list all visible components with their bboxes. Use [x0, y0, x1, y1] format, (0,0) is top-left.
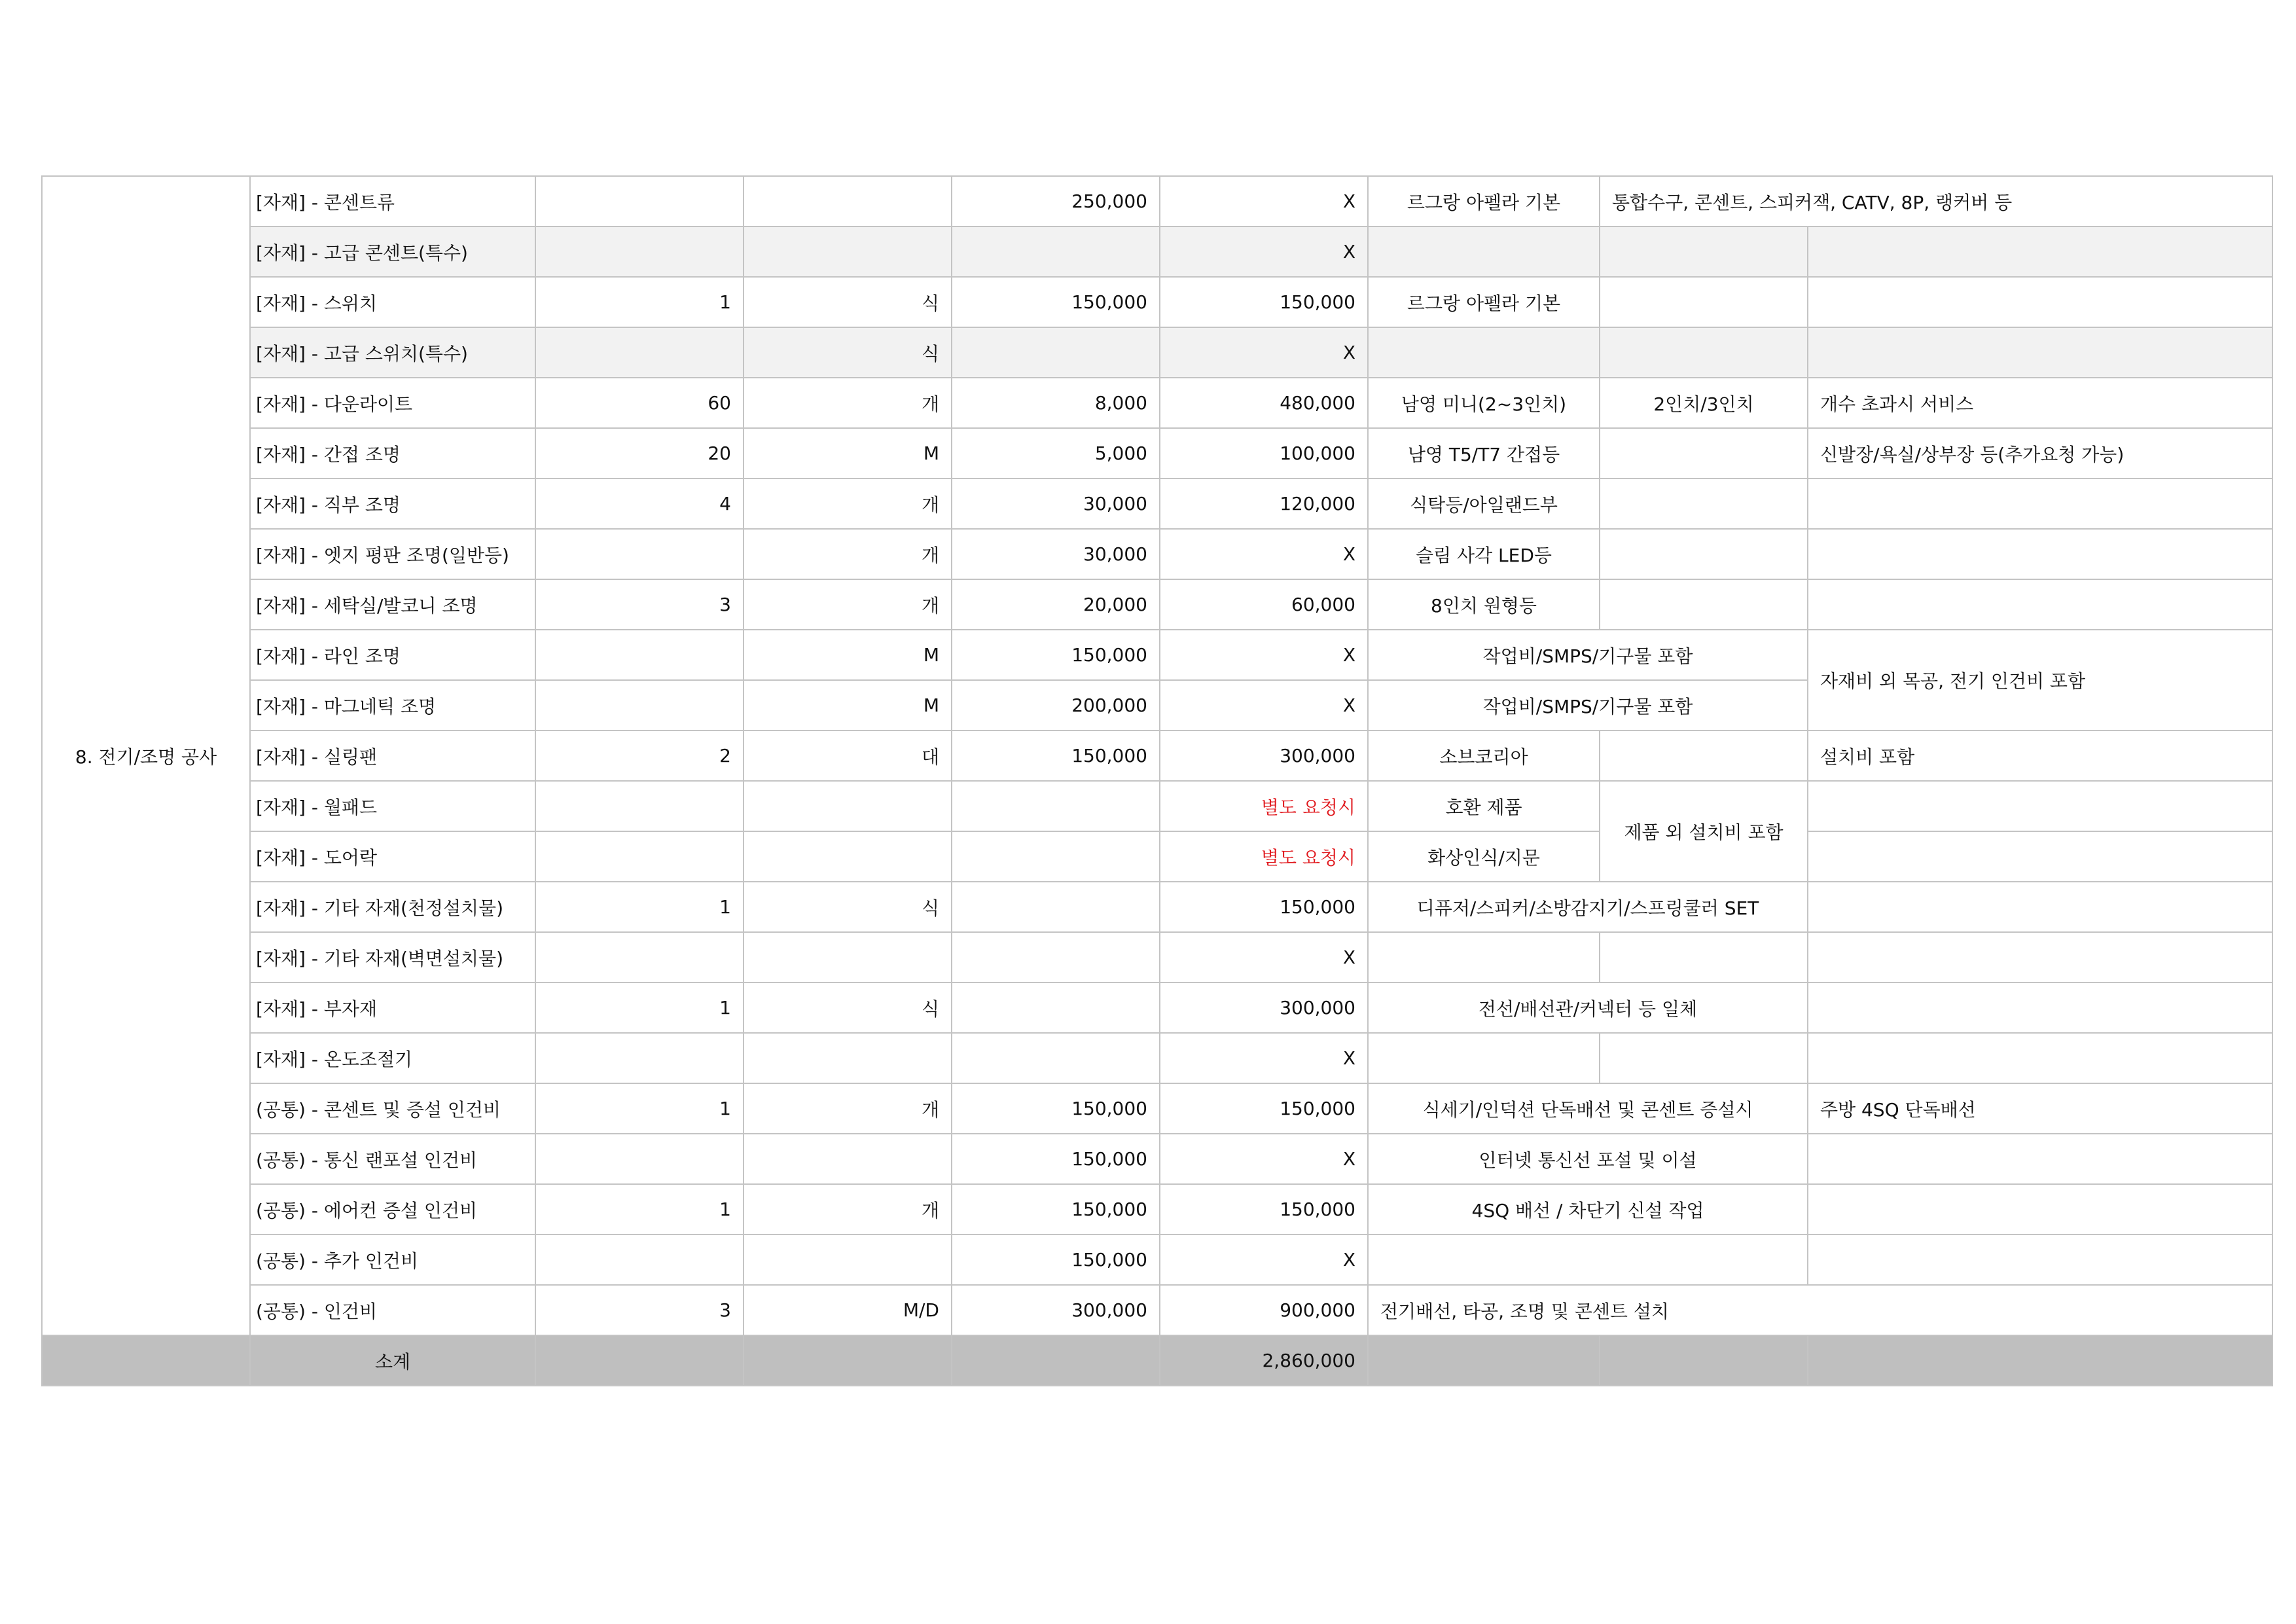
- note-cell: [1808, 277, 2272, 327]
- unit-price-cell: 150,000: [952, 277, 1160, 327]
- unit-price-cell: [952, 226, 1160, 277]
- spec-cell: 식세기/인덕션 단독배선 및 콘센트 증설시: [1368, 1083, 1808, 1134]
- amount-cell: X: [1160, 680, 1368, 731]
- unit-price-cell: [952, 831, 1160, 882]
- note-cell: 개수 초과시 서비스: [1808, 378, 2272, 428]
- table-row: [42, 1083, 2272, 1134]
- detail-cell: [1600, 731, 1808, 781]
- spec-cell: [1368, 932, 1600, 983]
- empty-cell: [744, 1335, 952, 1386]
- note-cell: [1808, 1134, 2272, 1184]
- table-row: [42, 428, 2272, 478]
- item-name: [자재] - 라인 조명: [250, 630, 535, 680]
- note-cell: [1808, 781, 2272, 831]
- unit-price-cell: [952, 983, 1160, 1033]
- amount-cell: X: [1160, 226, 1368, 277]
- amount-cell: X: [1160, 630, 1368, 680]
- quantity-cell: [535, 1134, 744, 1184]
- detail-cell: [1600, 327, 1808, 378]
- unit-cell: 개: [744, 1083, 952, 1134]
- unit-cell: 개: [744, 579, 952, 630]
- note-cell: 통합수구, 콘센트, 스피커잭, CATV, 8P, 랭커버 등: [1600, 176, 2272, 226]
- quantity-cell: 1: [535, 1083, 744, 1134]
- unit-cell: 개: [744, 529, 952, 579]
- spec-cell: [1368, 1033, 1600, 1083]
- unit-cell: 식: [744, 327, 952, 378]
- unit-cell: M: [744, 428, 952, 478]
- item-name: [자재] - 도어락: [250, 831, 535, 882]
- item-name: (공통) - 에어컨 증설 인건비: [250, 1184, 535, 1235]
- table-row: [42, 478, 2272, 529]
- amount-cell: X: [1160, 529, 1368, 579]
- detail-cell: [1600, 478, 1808, 529]
- spec-cell: 작업비/SMPS/기구물 포함: [1368, 630, 1808, 680]
- spec-cell: 남영 미니(2~3인치): [1368, 378, 1600, 428]
- unit-cell: M: [744, 630, 952, 680]
- detail-cell: [1600, 1033, 1808, 1083]
- section-title: 8. 전기/조명 공사: [42, 176, 250, 1335]
- detail-cell: [1600, 579, 1808, 630]
- spec-cell: 식탁등/아일랜드부: [1368, 478, 1600, 529]
- estimate-table: [41, 175, 2273, 1386]
- unit-price-cell: 300,000: [952, 1285, 1160, 1335]
- unit-cell: 개: [744, 1184, 952, 1235]
- amount-cell: 150,000: [1160, 1083, 1368, 1134]
- unit-price-cell: [952, 1033, 1160, 1083]
- unit-cell: 대: [744, 731, 952, 781]
- item-name: (공통) - 추가 인건비: [250, 1235, 535, 1285]
- empty-cell: [1368, 1335, 1600, 1386]
- unit-cell: 개: [744, 378, 952, 428]
- amount-cell: 300,000: [1160, 731, 1368, 781]
- unit-cell: [744, 1033, 952, 1083]
- item-name: (공통) - 콘센트 및 증설 인건비: [250, 1083, 535, 1134]
- amount-cell: 60,000: [1160, 579, 1368, 630]
- amount-cell: 150,000: [1160, 882, 1368, 932]
- item-name: [자재] - 직부 조명: [250, 478, 535, 529]
- spec-cell: 슬림 사각 LED등: [1368, 529, 1600, 579]
- spec-cell: 소브코리아: [1368, 731, 1600, 781]
- spec-cell: 인터넷 통신선 포설 및 이설: [1368, 1134, 1808, 1184]
- note-cell: [1808, 983, 2272, 1033]
- spec-cell: 8인치 원형등: [1368, 579, 1600, 630]
- unit-price-cell: 150,000: [952, 1134, 1160, 1184]
- item-name: [자재] - 기타 자재(천정설치물): [250, 882, 535, 932]
- note-cell: [1808, 1033, 2272, 1083]
- unit-cell: [744, 1235, 952, 1285]
- item-name: [자재] - 실링팬: [250, 731, 535, 781]
- table-row: [42, 983, 2272, 1033]
- note-cell: 주방 4SQ 단독배선: [1808, 1083, 2272, 1134]
- note-cell: [1808, 1184, 2272, 1235]
- subtotal-row: [42, 1335, 2272, 1386]
- amount-cell: X: [1160, 327, 1368, 378]
- unit-cell: [744, 1134, 952, 1184]
- unit-price-cell: 5,000: [952, 428, 1160, 478]
- unit-price-cell: [952, 882, 1160, 932]
- quantity-cell: 4: [535, 478, 744, 529]
- table-row: [42, 176, 2272, 226]
- note-cell: [1808, 1235, 2272, 1285]
- unit-price-cell: 8,000: [952, 378, 1160, 428]
- note-cell: [1808, 882, 2272, 932]
- spec-cell: [1368, 1235, 1808, 1285]
- unit-price-cell: 150,000: [952, 1083, 1160, 1134]
- note-cell: [1808, 831, 2272, 882]
- detail-cell: [1600, 428, 1808, 478]
- table-row: [42, 277, 2272, 327]
- quantity-cell: [535, 226, 744, 277]
- unit-price-cell: [952, 932, 1160, 983]
- note-cell: [1808, 529, 2272, 579]
- item-name: [자재] - 온도조절기: [250, 1033, 535, 1083]
- quantity-cell: 3: [535, 579, 744, 630]
- spec-cell: [1368, 226, 1600, 277]
- unit-cell: 개: [744, 478, 952, 529]
- table-row: [42, 1184, 2272, 1235]
- note-cell: 자재비 외 목공, 전기 인건비 포함: [1808, 630, 2272, 731]
- spec-cell: 작업비/SMPS/기구물 포함: [1368, 680, 1808, 731]
- amount-cell: 900,000: [1160, 1285, 1368, 1335]
- table-row: [42, 327, 2272, 378]
- table-row: [42, 932, 2272, 983]
- amount-cell: X: [1160, 1235, 1368, 1285]
- subtotal-label: 소계: [250, 1335, 535, 1386]
- quantity-cell: [535, 529, 744, 579]
- quantity-cell: [535, 1235, 744, 1285]
- unit-price-cell: 150,000: [952, 731, 1160, 781]
- table-row: [42, 630, 2272, 680]
- spec-cell: [1368, 327, 1600, 378]
- unit-price-cell: 30,000: [952, 529, 1160, 579]
- amount-cell: X: [1160, 932, 1368, 983]
- amount-cell: X: [1160, 176, 1368, 226]
- table-row: [42, 1033, 2272, 1083]
- table-row: [42, 378, 2272, 428]
- note-cell: 설치비 포함: [1808, 731, 2272, 781]
- quantity-cell: [535, 781, 744, 831]
- table-row: [42, 831, 2272, 882]
- quantity-cell: 1: [535, 882, 744, 932]
- spec-cell: 화상인식/지문: [1368, 831, 1600, 882]
- unit-cell: [744, 176, 952, 226]
- amount-cell: 480,000: [1160, 378, 1368, 428]
- quantity-cell: [535, 1033, 744, 1083]
- note-cell: [1808, 932, 2272, 983]
- note-cell: [1808, 226, 2272, 277]
- empty-cell: [1808, 1335, 2272, 1386]
- quantity-cell: 60: [535, 378, 744, 428]
- unit-price-cell: [952, 781, 1160, 831]
- item-name: [자재] - 다운라이트: [250, 378, 535, 428]
- note-cell: [1808, 579, 2272, 630]
- quantity-cell: [535, 630, 744, 680]
- amount-cell: 별도 요청시: [1160, 781, 1368, 831]
- amount-cell: 300,000: [1160, 983, 1368, 1033]
- quantity-cell: 3: [535, 1285, 744, 1335]
- unit-price-cell: 150,000: [952, 1235, 1160, 1285]
- spec-cell: 남영 T5/T7 간접등: [1368, 428, 1600, 478]
- table-row: [42, 882, 2272, 932]
- item-name: (공통) - 통신 랜포설 인건비: [250, 1134, 535, 1184]
- note-cell: [1808, 327, 2272, 378]
- unit-cell: 식: [744, 882, 952, 932]
- empty-cell: [535, 1335, 744, 1386]
- quantity-cell: 1: [535, 277, 744, 327]
- quantity-cell: [535, 932, 744, 983]
- unit-price-cell: 30,000: [952, 478, 1160, 529]
- item-name: [자재] - 마그네틱 조명: [250, 680, 535, 731]
- unit-price-cell: 250,000: [952, 176, 1160, 226]
- quantity-cell: 1: [535, 983, 744, 1033]
- unit-cell: [744, 831, 952, 882]
- item-name: [자재] - 월패드: [250, 781, 535, 831]
- table-row: [42, 579, 2272, 630]
- amount-cell: 120,000: [1160, 478, 1368, 529]
- table-row: [42, 1285, 2272, 1335]
- subtotal-amount: 2,860,000: [1160, 1335, 1368, 1386]
- table-row: [42, 731, 2272, 781]
- empty-cell: [42, 1335, 250, 1386]
- amount-cell: 150,000: [1160, 277, 1368, 327]
- unit-price-cell: [952, 327, 1160, 378]
- table-row: [42, 226, 2272, 277]
- detail-cell: [1600, 277, 1808, 327]
- item-name: [자재] - 부자재: [250, 983, 535, 1033]
- unit-cell: [744, 781, 952, 831]
- amount-cell: X: [1160, 1134, 1368, 1184]
- detail-cell: [1600, 226, 1808, 277]
- table-row: [42, 781, 2272, 831]
- spec-cell: 호환 제품: [1368, 781, 1600, 831]
- detail-cell: [1600, 529, 1808, 579]
- spec-cell: 르그랑 아펠라 기본: [1368, 277, 1600, 327]
- item-name: [자재] - 간접 조명: [250, 428, 535, 478]
- item-name: (공통) - 인건비: [250, 1285, 535, 1335]
- unit-cell: [744, 226, 952, 277]
- quantity-cell: [535, 831, 744, 882]
- detail-cell: [1600, 932, 1808, 983]
- unit-cell: [744, 932, 952, 983]
- item-name: [자재] - 고급 스위치(특수): [250, 327, 535, 378]
- amount-cell: 100,000: [1160, 428, 1368, 478]
- amount-cell: X: [1160, 1033, 1368, 1083]
- empty-cell: [952, 1335, 1160, 1386]
- table-row: [42, 529, 2272, 579]
- quantity-cell: 1: [535, 1184, 744, 1235]
- unit-cell: 식: [744, 277, 952, 327]
- quantity-cell: [535, 176, 744, 226]
- item-name: [자재] - 기타 자재(벽면설치물): [250, 932, 535, 983]
- note-cell: [1808, 478, 2272, 529]
- quantity-cell: 20: [535, 428, 744, 478]
- amount-cell: 별도 요청시: [1160, 831, 1368, 882]
- amount-cell: 150,000: [1160, 1184, 1368, 1235]
- unit-price-cell: 200,000: [952, 680, 1160, 731]
- spec-cell: 전선/배선관/커넥터 등 일체: [1368, 983, 1808, 1033]
- unit-price-cell: 150,000: [952, 630, 1160, 680]
- unit-cell: 식: [744, 983, 952, 1033]
- spec-cell: 르그랑 아펠라 기본: [1368, 176, 1600, 226]
- note-cell: 신발장/욕실/상부장 등(추가요청 가능): [1808, 428, 2272, 478]
- quantity-cell: 2: [535, 731, 744, 781]
- item-name: [자재] - 고급 콘센트(특수): [250, 226, 535, 277]
- item-name: [자재] - 엣지 평판 조명(일반등): [250, 529, 535, 579]
- item-name: [자재] - 스위치: [250, 277, 535, 327]
- detail-cell: 2인치/3인치: [1600, 378, 1808, 428]
- table-row: [42, 1134, 2272, 1184]
- unit-price-cell: 150,000: [952, 1184, 1160, 1235]
- empty-cell: [1600, 1335, 1808, 1386]
- table-row: [42, 1235, 2272, 1285]
- unit-cell: M/D: [744, 1285, 952, 1335]
- spec-cell: 디퓨저/스피커/소방감지기/스프링쿨러 SET: [1368, 882, 1808, 932]
- spec-cell: 전기배선, 타공, 조명 및 콘센트 설치: [1368, 1285, 2272, 1335]
- quantity-cell: [535, 327, 744, 378]
- spec-cell: 4SQ 배선 / 차단기 신설 작업: [1368, 1184, 1808, 1235]
- unit-cell: M: [744, 680, 952, 731]
- item-name: [자재] - 세탁실/발코니 조명: [250, 579, 535, 630]
- item-name: [자재] - 콘센트류: [250, 176, 535, 226]
- quantity-cell: [535, 680, 744, 731]
- detail-cell: 제품 외 설치비 포함: [1600, 781, 1808, 882]
- unit-price-cell: 20,000: [952, 579, 1160, 630]
